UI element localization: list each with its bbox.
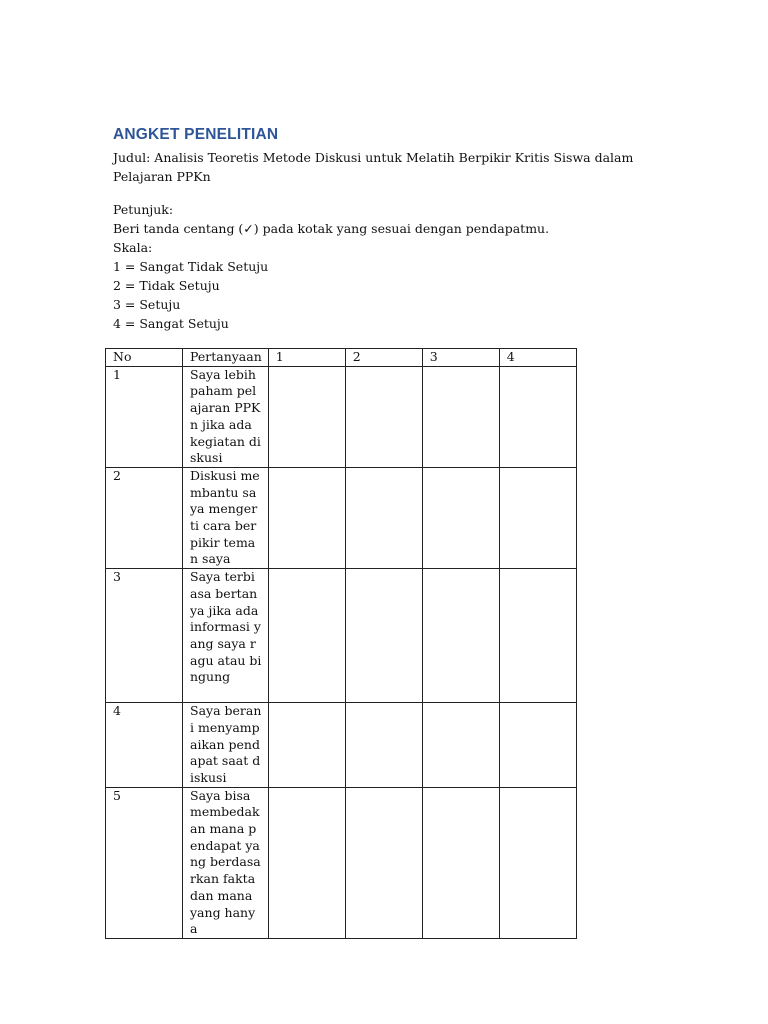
instructions-block — [113, 200, 658, 333]
header-no: No — [106, 349, 183, 367]
scale-item-1: 1 = Sangat Tidak Setuju — [113, 259, 269, 274]
answer-cell-4[interactable] — [499, 467, 576, 568]
document-title: ANGKET PENELITIAN — [113, 126, 279, 143]
scale-item-4: 4 = Sangat Setuju — [113, 316, 229, 331]
answer-cell-1[interactable] — [268, 787, 345, 938]
row-number: 5 — [106, 787, 183, 938]
table-row — [106, 467, 577, 568]
document-body — [113, 124, 658, 333]
answer-cell-2[interactable] — [345, 366, 422, 467]
answer-cell-4[interactable] — [499, 787, 576, 938]
row-question: Saya terbiasa bertanya jika ada informasi yang saya ragu atau bingung — [183, 569, 269, 703]
survey-table — [105, 348, 577, 939]
scale-item-2: 2 = Tidak Setuju — [113, 278, 220, 293]
header-question: Pertanyaan — [183, 349, 269, 367]
answer-cell-2[interactable] — [345, 569, 422, 703]
header-scale-3: 3 — [422, 349, 499, 367]
answer-cell-4[interactable] — [499, 569, 576, 703]
row-number: 1 — [106, 366, 183, 467]
scale-heading: Skala: — [113, 240, 153, 255]
row-question: Saya bisa membedakan mana pendapat yang berdasarkan fakta dan mana yang hanya — [183, 787, 269, 938]
table-row — [106, 787, 577, 938]
header-scale-4: 4 — [499, 349, 576, 367]
row-question: Saya lebih paham pelajaran PPKn jika ada kegiatan diskusi — [183, 366, 269, 467]
answer-cell-4[interactable] — [499, 703, 576, 788]
answer-cell-1[interactable] — [268, 467, 345, 568]
answer-cell-1[interactable] — [268, 703, 345, 788]
row-question: Diskusi membantu saya mengerti cara berpikir teman saya — [183, 467, 269, 568]
row-number: 2 — [106, 467, 183, 568]
instructions-heading: Petunjuk: — [113, 202, 174, 217]
header-scale-1: 1 — [268, 349, 345, 367]
table-header-row — [106, 349, 577, 367]
answer-cell-2[interactable] — [345, 787, 422, 938]
answer-cell-3[interactable] — [422, 467, 499, 568]
scale-item-3: 3 = Setuju — [113, 297, 181, 312]
answer-cell-3[interactable] — [422, 703, 499, 788]
table-row — [106, 569, 577, 703]
document-subtitle: Judul: Analisis Teoretis Metode Diskusi untuk Melatih Berpikir Kritis Siswa dalam Pelajaran PPKn — [113, 150, 634, 184]
answer-cell-3[interactable] — [422, 569, 499, 703]
answer-cell-4[interactable] — [499, 366, 576, 467]
instructions-text: Beri tanda centang (✓) pada kotak yang sesuai dengan pendapatmu. — [113, 221, 550, 236]
answer-cell-3[interactable] — [422, 366, 499, 467]
row-number: 3 — [106, 569, 183, 703]
table-row — [106, 366, 577, 467]
row-question: Saya berani menyampaikan pendapat saat diskusi — [183, 703, 269, 788]
header-scale-2: 2 — [345, 349, 422, 367]
row-number: 4 — [106, 703, 183, 788]
answer-cell-1[interactable] — [268, 569, 345, 703]
table-row — [106, 703, 577, 788]
answer-cell-1[interactable] — [268, 366, 345, 467]
answer-cell-2[interactable] — [345, 467, 422, 568]
answer-cell-3[interactable] — [422, 787, 499, 938]
answer-cell-2[interactable] — [345, 703, 422, 788]
